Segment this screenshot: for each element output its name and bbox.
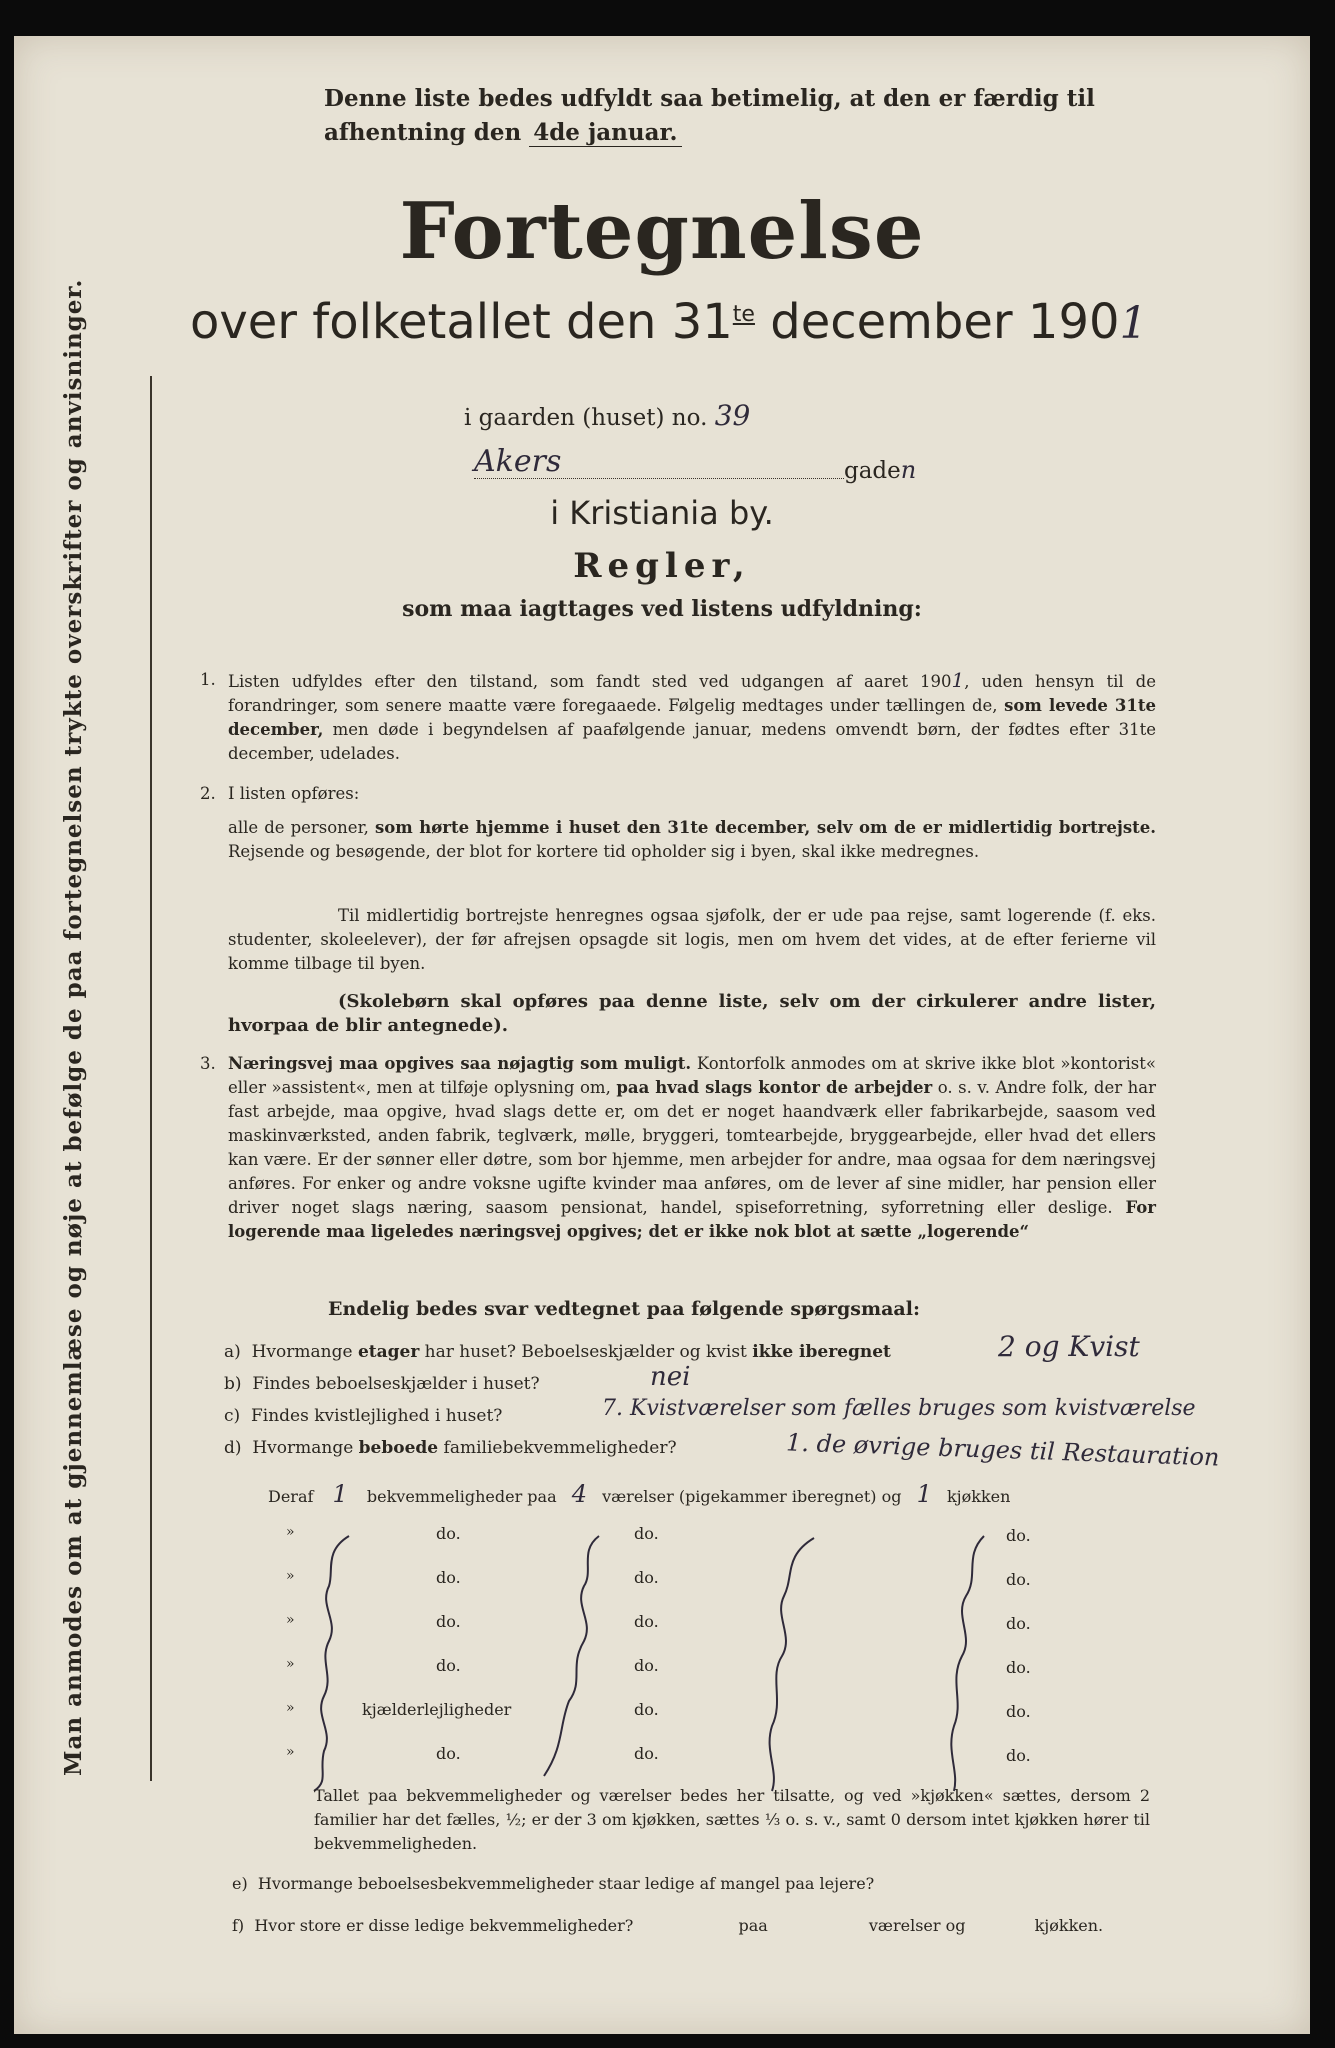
city-line: i Kristiania by. (550, 494, 774, 532)
rule-2-paragraph-3: (Skolebørn skal opføres paa denne liste, selv om der cirkulerer andre lister, hvorpaa de blir antegnede). (228, 991, 1156, 1036)
ditto-6a: do. (436, 1744, 461, 1763)
ditto-2c: do. (1006, 1570, 1031, 1589)
street-field (474, 444, 844, 479)
rule-2-number: 2. (200, 784, 216, 803)
notice-line-1: Denne liste bedes udfyldt saa betimelig, at den er færdig til (324, 85, 1095, 112)
ditto-3a: do. (436, 1612, 461, 1631)
year-handwritten: 1 (1119, 298, 1148, 349)
answer-a: 2 og Kvist (998, 1330, 1140, 1363)
ditto-2a: do. (436, 1568, 461, 1587)
rule-3-text: Næringsvej maa opgives saa nøjagtig som muligt. Kontorfolk anmodes om at skrive ikke blot »kontorist« eller »assistent«, men at tilføje oplysning om, paa hvad slags kontor de arbejder o. s. v. Andre folk, der har fast arbejde, maa opgive, hvad slags dette er, om det er noget haandværk eller fabrikarbejde, saasom ved maskinværksted, anden fabrik, teglværk, mølle, bryggeri, tomtearbejde, bryggearbejde, eller hvad det ellers kan være. Er der sønner eller døtre, som bor hjemme, men arbejder for andre, maa ogsaa for dem næringsvej anføres. For enker og andre voksne ugifte kvinder maa anføres, om de lever af sine midler, har pension eller driver noget slags næring, saasom pensionat, handel, spiseforretning, syforretning eller deslige. For logerende maa ligeledes næringsvej opgives; det er ikke nok blot at sætte „logerende“ (228, 1054, 1157, 1241)
answer-d: 1. de øvrige bruges til Restauration (785, 1428, 1220, 1472)
ditto-1b: do. (634, 1524, 659, 1543)
side-instruction: Man anmodes om at gjennemlæse og nøje at befølge de paa fortegnelsen trykte overskrifter og anvisninger. (60, 278, 87, 1776)
answer-c: 7. Kvistværelser som fælles bruges som kvistværelse (602, 1396, 1196, 1421)
question-a: a) Hvormange etager har huset? Beboelseskjælder og kvist ikke iberegnet (224, 1342, 891, 1362)
ditto-mark: » (286, 1568, 295, 1584)
kitchen-note: Tallet paa bekvemmeligheder og værelser bedes her tilsatte, og ved »kjøkken« sættes, dersom 2 familier har det fælles, ½; er der 3 om kjøkken, sættes ⅓ o. s. v., samt 0 dersom intet kjøkken hører til bekvemmeligheden. (314, 1786, 1150, 1853)
question-c: c) Findes kvistlejlighed i huset? (224, 1406, 503, 1426)
rule-3-number: 3. (200, 1054, 216, 1073)
rule-2-text: alle de personer, som hørte hjemme i huset den 31te december, selv om de er midlertidig bortrejste. Rejsende og besøgende, der blot for kortere tid opholder sig i byen, skal ikke medregnes. (228, 818, 1156, 861)
rules-heading: Regler, (573, 546, 751, 586)
ditto-mark: » (286, 1656, 295, 1672)
rule-2-intro: I listen opføres: (228, 784, 360, 803)
pickup-date: 4de januar. (529, 119, 681, 147)
questions-heading: Endelig bedes svar vedtegnet paa følgende spørgsmaal: (328, 1298, 920, 1320)
ditto-6c: do. (1006, 1746, 1031, 1765)
street-name: Akers (474, 444, 562, 479)
ditto-6b: do. (634, 1744, 659, 1763)
ditto-5b: do. (634, 1700, 659, 1719)
ditto-1a: do. (436, 1524, 461, 1543)
ditto-3b: do. (634, 1612, 659, 1631)
page-title: Fortegnelse (399, 186, 925, 277)
ditto-1c: do. (1006, 1526, 1031, 1545)
ditto-4b: do. (634, 1656, 659, 1675)
pickup-notice (324, 82, 1095, 150)
question-d: d) Hvormange beboede familiebekvemmeligheder? (224, 1438, 677, 1458)
ditto-2b: do. (634, 1568, 659, 1587)
gade-label: gaden (844, 456, 917, 484)
rule-2-paragraph-2: Til midlertidig bortrejste henregnes ogsaa sjøfolk, der er ude paa rejse, samt logerende (f. eks. studenter, skoleelever), der før afrejsen opsagde sit logis, men om hvem det vides, at de efter ferierne vil komme tilbage til byen. (228, 906, 1156, 973)
deraf-row: Deraf 1 bekvemmeligheder paa 4 værelser (pigekammer iberegnet) og 1 kjøkken (268, 1480, 1011, 1508)
house-number-line: i gaarden (huset) no. 39 (464, 399, 751, 432)
handwritten-strokes (294, 1526, 1074, 1796)
ditto-mark: » (286, 1700, 295, 1716)
question-e: e) Hvormange beboelsesbekvemmeligheder staar ledige af mangel paa lejere? (232, 1874, 875, 1893)
answer-b: nei (650, 1362, 691, 1392)
cellar-apartments: kjælderlejligheder (362, 1700, 512, 1719)
rule-1-text: Listen udfyldes efter den tilstand, som fandt sted ved udgangen af aaret 1901, uden hensyn til de forandringer, som senere maatte være foregaaede. Følgelig medtages under tællingen de, som levede 31te december, men døde i begyndelsen af paafølgende januar, medens omvendt børn, der fødtes efter 31te december, udelades. (228, 668, 1157, 763)
rule-1-number: 1. (200, 670, 216, 689)
ditto-3c: do. (1006, 1614, 1031, 1633)
census-form-page (14, 36, 1310, 2034)
margin-rule (150, 376, 152, 1781)
question-f: f) Hvor store er disse ledige bekvemmeligheder? paa værelser og kjøkken. (232, 1916, 1104, 1935)
house-number: 39 (714, 399, 751, 432)
ditto-mark: » (286, 1524, 295, 1540)
rules-subheading: som maa iagttages ved listens udfyldning: (402, 596, 922, 622)
ditto-4c: do. (1006, 1658, 1031, 1677)
ditto-mark: » (286, 1744, 295, 1760)
ditto-5c: do. (1006, 1702, 1031, 1721)
notice-line-2: afhentning den 4de januar. (324, 116, 1095, 150)
ditto-4a: do. (436, 1656, 461, 1675)
ditto-mark: » (286, 1612, 295, 1628)
page-subtitle: over folketallet den $31^{te}$ december 1901 (190, 294, 1148, 350)
question-b: b) Findes beboelseskjælder i huset? (224, 1374, 540, 1394)
